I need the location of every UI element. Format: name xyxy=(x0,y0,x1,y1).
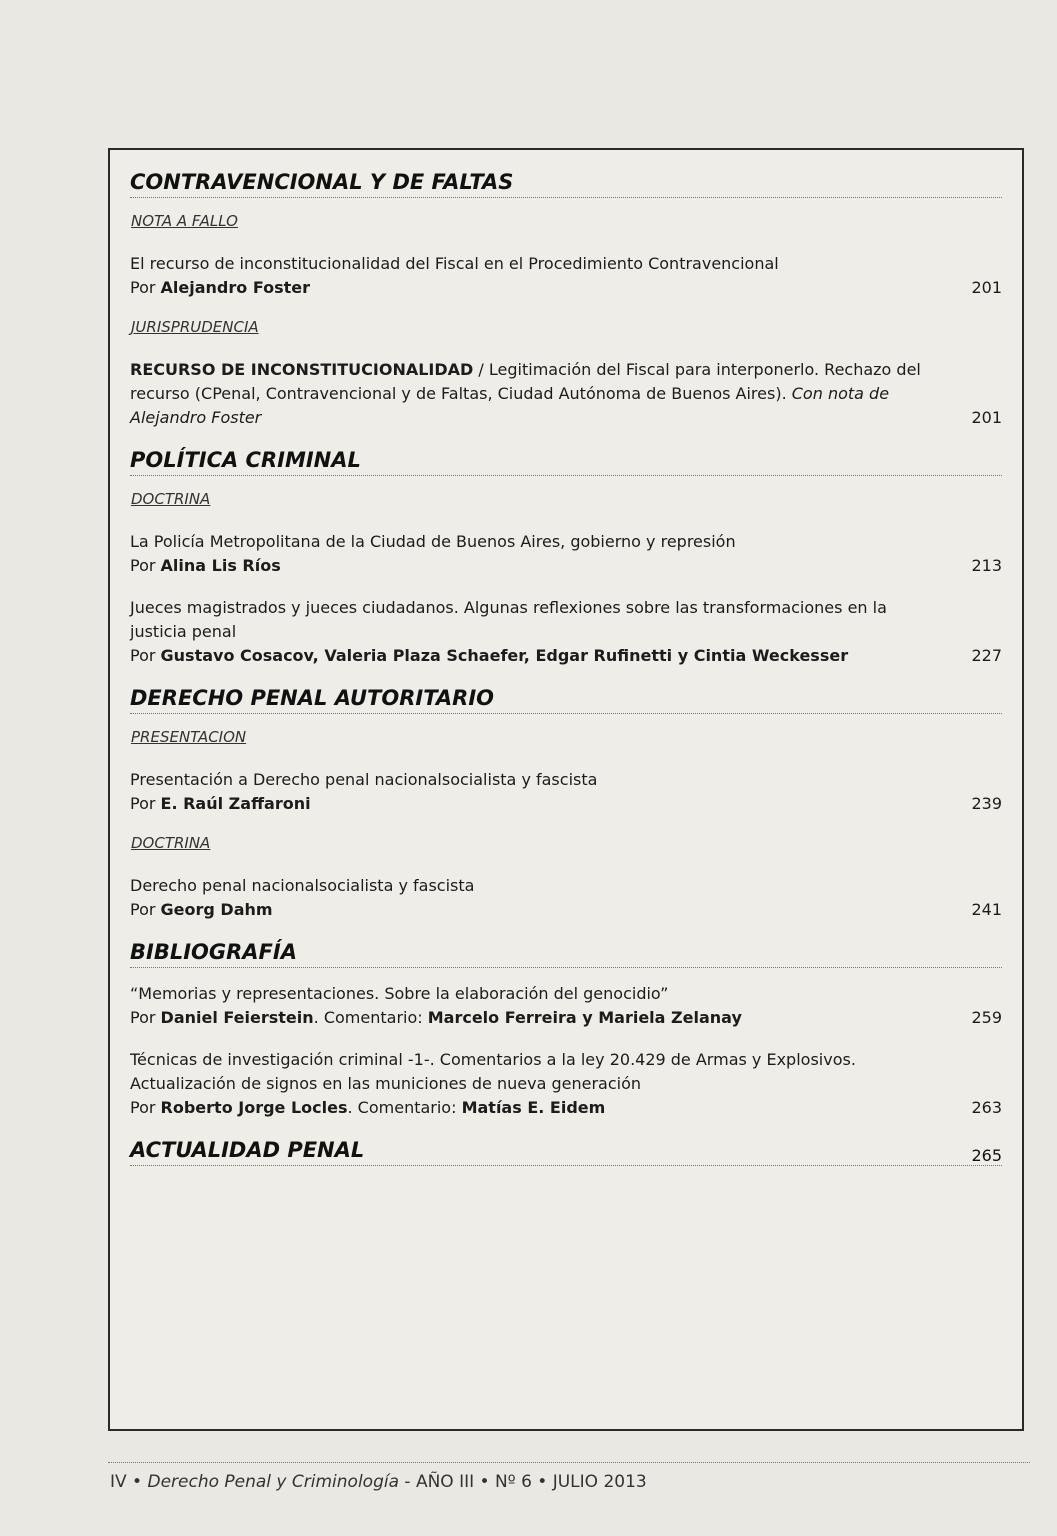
entry-byline xyxy=(130,898,942,922)
page-number: 201 xyxy=(971,278,1002,297)
section-title xyxy=(130,686,1002,714)
entry-text: Presentación a Derecho penal nacionalsocialista y fascista xyxy=(130,770,598,789)
entry-commentator: Marcelo Ferreira y Mariela Zelanay xyxy=(427,1008,742,1027)
page-number: 259 xyxy=(971,1008,1002,1027)
page-number: 265 xyxy=(971,1146,1002,1165)
entry-title xyxy=(130,982,942,1006)
subsection-label: PRESENTACION xyxy=(131,728,247,746)
section-title xyxy=(130,170,1002,198)
entry-byline xyxy=(130,644,942,668)
entry-title xyxy=(130,768,942,792)
page-number: 241 xyxy=(971,900,1002,919)
page-number: 213 xyxy=(971,556,1002,575)
byline-prefix: Por xyxy=(130,794,161,813)
entry-byline xyxy=(130,1096,942,1120)
section-title xyxy=(130,1138,1002,1166)
page-footer xyxy=(110,1472,647,1492)
toc-entry[interactable] xyxy=(130,252,1002,300)
section-title-text: BIBLIOGRAFÍA xyxy=(130,940,297,964)
toc-entry[interactable] xyxy=(130,530,1002,578)
toc-entry[interactable] xyxy=(130,596,1002,668)
entry-author: Alejandro Foster xyxy=(160,278,311,297)
page-number: 227 xyxy=(971,646,1002,665)
entry-author: Roberto Jorge Locles xyxy=(160,1098,348,1117)
byline-prefix: Por xyxy=(130,646,161,665)
entry-text: Jueces magistrados y jueces ciudadanos. Algunas reflexiones sobre las transformaciones en la justicia penal xyxy=(130,598,887,641)
entry-title xyxy=(130,252,942,276)
comment-prefix: . Comentario: xyxy=(313,1008,428,1027)
entry-text: Técnicas de investigación criminal -1-. Comentarios a la ley 20.429 de Armas y Explosivos. Actualización de signos en las municiones de nueva generación xyxy=(130,1050,856,1093)
byline-prefix: Por xyxy=(130,900,161,919)
entry-commentator: Matías E. Eidem xyxy=(461,1098,606,1117)
subsection-label: DOCTRINA xyxy=(131,490,211,508)
comment-prefix: . Comentario: xyxy=(347,1098,462,1117)
entry-text: El recurso de inconstitucionalidad del Fiscal en el Procedimiento Contravencional xyxy=(130,254,779,273)
entry-byline xyxy=(130,276,942,300)
toc-entry[interactable] xyxy=(130,982,1002,1030)
toc-entry[interactable] xyxy=(130,358,1002,430)
subsection-label: DOCTRINA xyxy=(131,834,211,852)
entry-author: E. Raúl Zaffaroni xyxy=(160,794,311,813)
section-title-text: CONTRAVENCIONAL Y DE FALTAS xyxy=(130,170,514,194)
page-number: 263 xyxy=(971,1098,1002,1117)
section-title xyxy=(130,448,1002,476)
section-title xyxy=(130,940,1002,968)
entry-text: La Policía Metropolitana de la Ciudad de Buenos Aires, gobierno y represión xyxy=(130,532,736,551)
byline-prefix: Por xyxy=(130,1008,161,1027)
footer-divider xyxy=(108,1462,1030,1463)
entry-title xyxy=(130,596,942,644)
byline-prefix: Por xyxy=(130,1098,161,1117)
entry-title xyxy=(130,530,942,554)
byline-prefix: Por xyxy=(130,278,161,297)
section-title-text: ACTUALIDAD PENAL xyxy=(130,1138,365,1162)
entry-text: “Memorias y representaciones. Sobre la elaboración del genocidio” xyxy=(130,984,669,1003)
entry-text: Derecho penal nacionalsocialista y fascista xyxy=(130,876,475,895)
entry-byline xyxy=(130,1006,942,1030)
entry-author: Georg Dahm xyxy=(160,900,273,919)
entry-author: Daniel Feierstein xyxy=(160,1008,314,1027)
section-title-text: DERECHO PENAL AUTORITARIO xyxy=(130,686,495,710)
toc-entry[interactable] xyxy=(130,874,1002,922)
footer-prefix: IV • xyxy=(110,1472,148,1492)
page-number: 239 xyxy=(971,794,1002,813)
entry-title xyxy=(130,1048,942,1096)
entry-byline xyxy=(130,554,942,578)
entry-title xyxy=(130,358,942,430)
entry-byline xyxy=(130,792,942,816)
section-title-text: POLÍTICA CRIMINAL xyxy=(130,448,361,472)
entry-author: Alina Lis Ríos xyxy=(160,556,281,575)
subsection-label: NOTA A FALLO xyxy=(131,212,238,230)
subsection-label: JURISPRUDENCIA xyxy=(131,318,259,336)
entry-bold-lead: RECURSO DE INCONSTITUCIONALIDAD xyxy=(130,360,474,379)
table-of-contents-frame xyxy=(108,148,1024,1431)
toc-entry[interactable] xyxy=(130,768,1002,816)
entry-title xyxy=(130,874,942,898)
byline-prefix: Por xyxy=(130,556,161,575)
toc-entry[interactable] xyxy=(130,1048,1002,1120)
table-of-contents xyxy=(130,170,1002,1174)
entry-note: Con nota de Alejandro Foster xyxy=(130,384,890,427)
footer-journal-title: Derecho Penal y Criminología xyxy=(147,1472,399,1492)
entry-author: Gustavo Cosacov, Valeria Plaza Schaefer, Edgar Rufinetti y Cintia Weckesser xyxy=(160,646,849,665)
entry-text: / Legitimación del Fiscal para interponerlo. Rechazo del recurso (CPenal, Contravencional y de Faltas, Ciudad Autónoma de Buenos Aires). xyxy=(130,360,921,403)
footer-issue-info: - AÑO III • Nº 6 • JULIO 2013 xyxy=(399,1472,647,1492)
page-number: 201 xyxy=(971,408,1002,427)
